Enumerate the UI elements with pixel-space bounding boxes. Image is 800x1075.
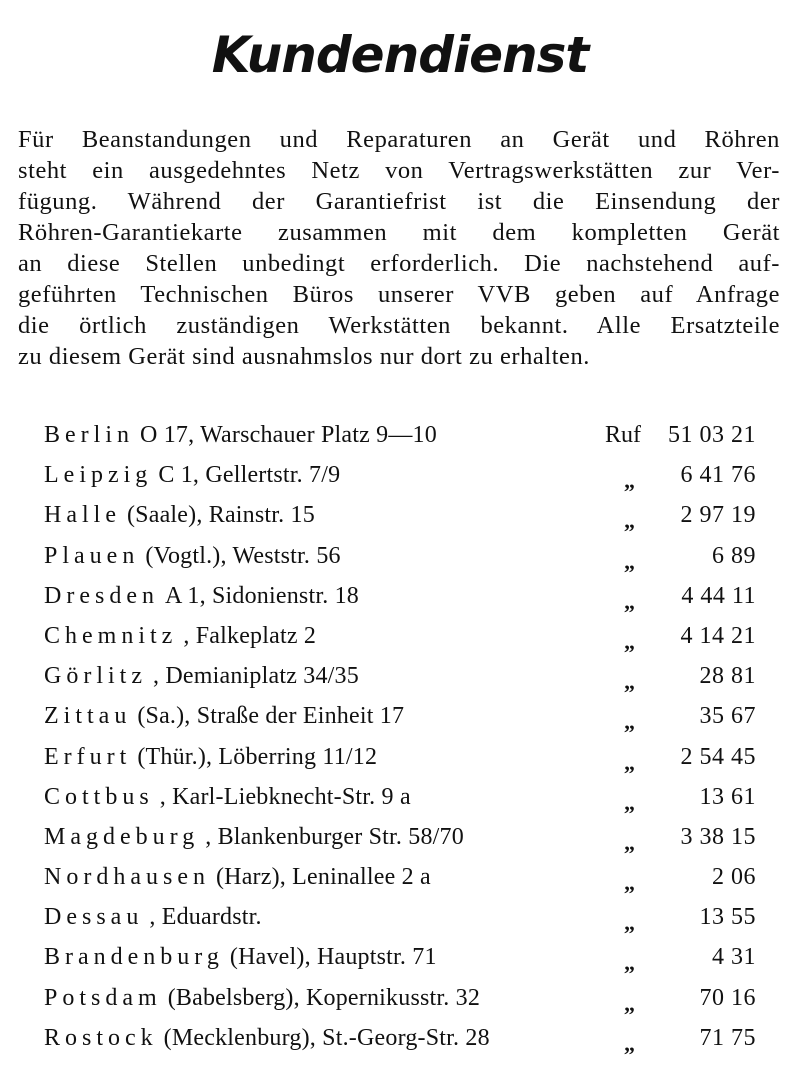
ditto-mark: „ [624, 709, 635, 735]
ditto-mark: „ [624, 990, 635, 1016]
office-row [44, 579, 756, 619]
intro-line: zu diesem Gerät sind ausnahmslos nur dort zu erhalten. [18, 343, 590, 370]
office-address: C 1, Gellertstr. 7/9 [158, 462, 341, 489]
office-city: Berlin [44, 422, 134, 448]
office-address: (Babelsberg), Kopernikusstr. 32 [167, 984, 481, 1011]
office-address: , Demianiplatz 34/35 [152, 663, 359, 690]
office-row [44, 539, 756, 579]
office-row [44, 940, 756, 980]
ditto-mark: „ [624, 1030, 635, 1056]
office-row [44, 860, 756, 900]
ditto-mark: „ [624, 548, 635, 574]
office-row [44, 900, 756, 940]
office-phone: 6 41 76 [680, 462, 756, 489]
office-phone: 35 67 [699, 703, 756, 730]
office-city: Nordhausen [44, 864, 210, 891]
office-row [44, 498, 756, 538]
office-city: Leipzig [44, 462, 153, 489]
intro-line: Röhren-Garantiekarte zusammen mit dem kompletten Gerät [18, 219, 780, 246]
office-row [44, 740, 756, 780]
office-city: Dresden [44, 582, 159, 609]
office-row [44, 820, 756, 860]
office-phone: 71 75 [699, 1024, 756, 1051]
ditto-mark: „ [624, 669, 635, 695]
office-row [44, 458, 756, 498]
office-phone: 51 03 21 [668, 422, 756, 448]
office-address: O 17, Warschauer Platz 9—10 [140, 422, 437, 448]
page-title: Kundendienst [211, 26, 589, 84]
office-phone: 13 61 [699, 783, 756, 810]
office-address: , Karl-Liebknecht-Str. 9 a [159, 783, 411, 810]
ditto-mark: „ [624, 588, 635, 614]
office-address: (Vogtl.), Weststr. 56 [145, 542, 341, 569]
office-address: (Harz), Leninallee 2 a [215, 864, 431, 891]
office-city: Cottbus [44, 783, 154, 810]
office-address: (Thür.), Löberring 11/12 [137, 743, 378, 770]
ditto-mark: „ [624, 870, 635, 896]
ditto-mark: „ [624, 468, 635, 494]
office-row [44, 780, 756, 820]
office-address: , Falkeplatz 2 [183, 622, 317, 649]
office-city: Dessau [44, 904, 144, 931]
office-phone: 4 44 11 [681, 582, 756, 609]
ditto-mark: „ [624, 749, 635, 775]
office-address: , Eduardstr. [149, 904, 262, 931]
ditto-mark: „ [624, 910, 635, 936]
office-city: Brandenburg [44, 944, 224, 971]
intro-paragraph [18, 124, 780, 372]
office-address: (Saale), Rainstr. 15 [126, 502, 315, 529]
office-city: Magdeburg [44, 823, 200, 850]
office-phone: 4 31 [712, 944, 756, 971]
ditto-mark: „ [624, 508, 635, 534]
office-city: Plauen [44, 542, 140, 569]
office-row [44, 659, 756, 699]
office-address: , Blankenburger Str. 58/70 [205, 823, 464, 850]
office-city: Erfurt [44, 743, 132, 770]
office-row [44, 981, 756, 1021]
intro-line: fügung. Während der Garantiefrist ist die Einsendung der [18, 188, 780, 215]
office-row [44, 418, 756, 458]
office-phone: 4 14 21 [680, 622, 756, 649]
phone-label: Ruf [605, 422, 641, 448]
office-address: (Mecklenburg), St.-Georg-Str. 28 [163, 1024, 490, 1051]
ditto-mark: „ [624, 829, 635, 855]
office-city: Chemnitz [44, 622, 178, 649]
office-address: A 1, Sidonienstr. 18 [164, 582, 359, 609]
intro-line: an diese Stellen unbedingt erforderlich. Die nachstehend auf- [18, 250, 780, 277]
office-phone: 28 81 [699, 663, 756, 690]
office-city: Görlitz [44, 663, 147, 690]
ditto-mark: „ [624, 789, 635, 815]
office-city: Zittau [44, 703, 132, 730]
office-phone: 2 06 [712, 864, 756, 891]
office-city: Halle [44, 502, 121, 529]
office-row [44, 699, 756, 739]
office-row [44, 1021, 756, 1061]
office-phone: 6 89 [712, 542, 756, 569]
office-city: Potsdam [44, 984, 162, 1011]
office-phone: 13 55 [699, 904, 756, 931]
intro-line: steht ein ausgedehntes Netz von Vertragswerkstätten zur Ver- [18, 157, 780, 184]
office-phone: 2 97 19 [680, 502, 756, 529]
office-list [44, 418, 756, 1061]
intro-line: geführten Technischen Büros unserer VVB geben auf Anfrage [18, 281, 780, 308]
office-address: (Sa.), Straße der Einheit 17 [137, 703, 405, 730]
office-city: Rostock [44, 1024, 158, 1051]
intro-line: Für Beanstandungen und Reparaturen an Gerät und Röhren [18, 126, 780, 153]
office-phone: 70 16 [699, 984, 756, 1011]
office-address: (Havel), Hauptstr. 71 [229, 944, 437, 971]
office-row [44, 619, 756, 659]
intro-line: die örtlich zuständigen Werkstätten bekannt. Alle Ersatzteile [18, 312, 780, 339]
ditto-mark: „ [624, 950, 635, 976]
ditto-mark: „ [624, 628, 635, 654]
office-phone: 2 54 45 [680, 743, 756, 770]
office-phone: 3 38 15 [680, 823, 756, 850]
